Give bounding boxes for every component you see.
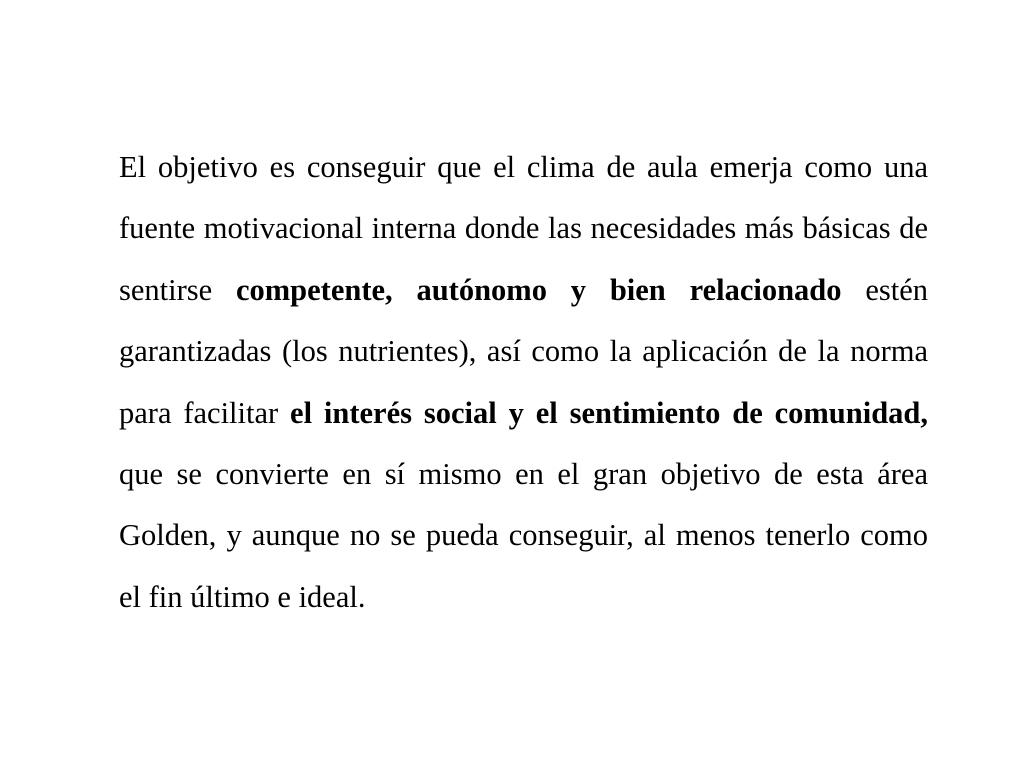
bold-phrase-social-interest: el interés social y el sentimiento de comunidad, bbox=[290, 395, 928, 430]
text-segment: estén garantizadas (los nutrientes), así como la aplicación de la norma para facilitar bbox=[119, 272, 928, 430]
bold-phrase-basic-needs: competente, autónomo y bien relacionado bbox=[235, 272, 842, 307]
text-segment: que se convierte en sí mismo en el gran objetivo de esta área Golden, y aunque no se pueda conseguir, al menos tenerlo como el fin último e ideal. bbox=[119, 457, 928, 614]
text-segment: El objetivo es conseguir que el clima de aula emerja como una fuente motivacional interna donde las necesidades más básicas de sentirse bbox=[119, 150, 928, 307]
body-paragraph bbox=[119, 137, 928, 628]
